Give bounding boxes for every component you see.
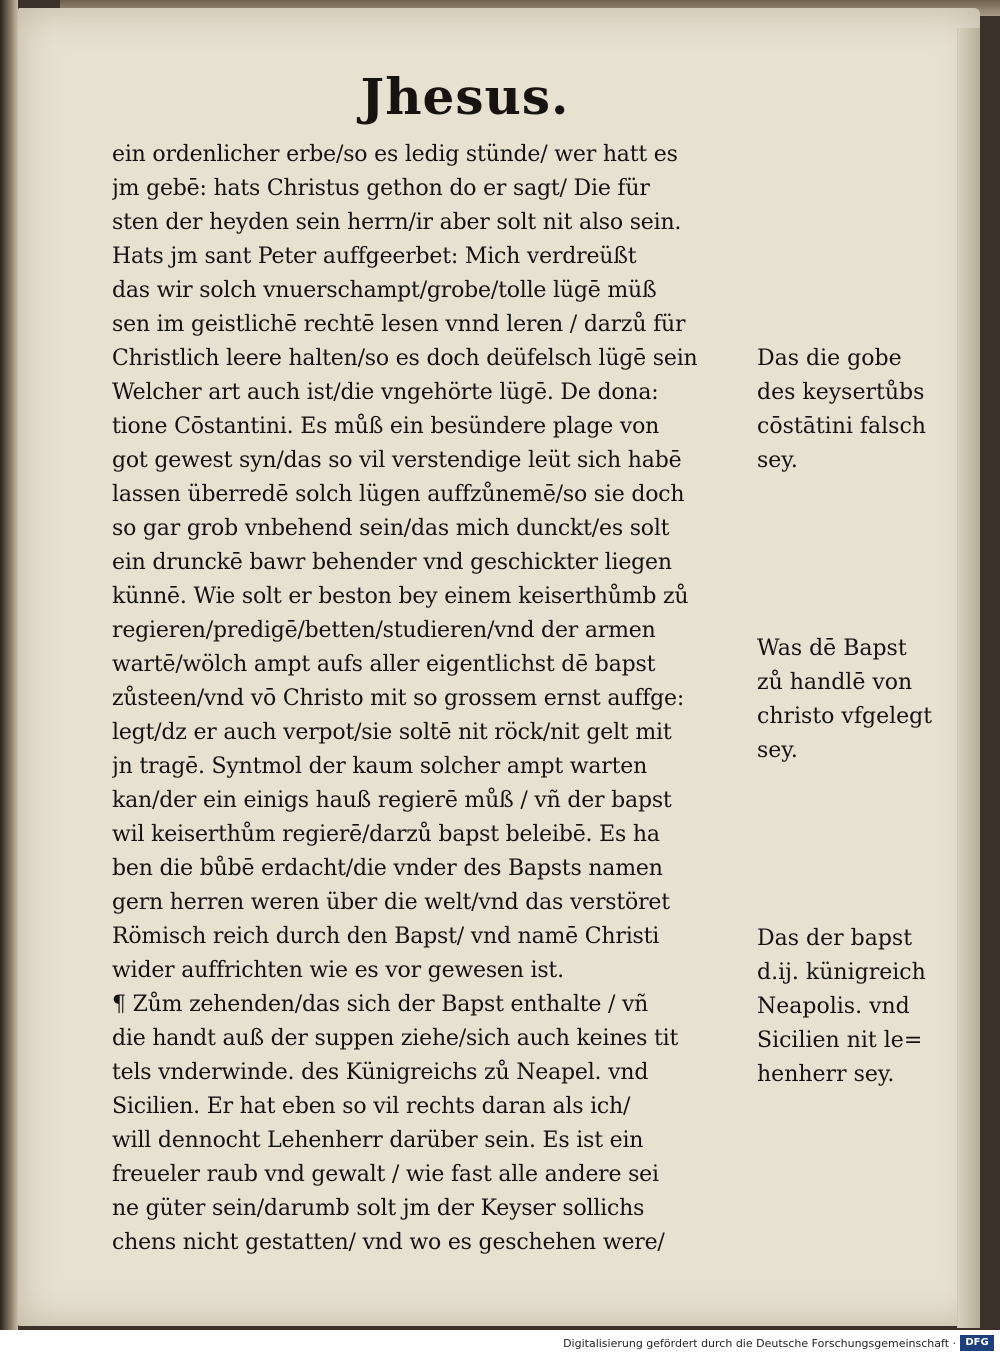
funding-credit: Digitalisierung gefördert durch die Deutsche Forschungsgemeinschaft · <box>563 1337 956 1350</box>
text-line: jn tragē. Syntmol der kaum solcher ampt warten <box>112 754 648 779</box>
running-head: Jhesus. <box>360 67 570 126</box>
margin-note-1 <box>757 342 942 478</box>
text-line: Welcher art auch ist/die vngehörte lügē. De dona: <box>112 380 659 405</box>
text-line: gern herren weren über die welt/vnd das verstöret <box>112 890 670 915</box>
margin-note-line: Neapolis. vnd <box>757 994 910 1019</box>
text-line: Hats jm sant Peter auffgeerbet: Mich verdreüßt <box>112 244 637 269</box>
text-line: zůsteen/vnd vō Christo mit so grossem ernst auffge: <box>112 686 685 711</box>
text-line: ein drunckē bawr behender vnd geschickter liegen <box>112 550 672 575</box>
text-line: die handt auß der suppen ziehe/sich auch keines tit <box>112 1026 679 1051</box>
text-line: das wir solch vnuerschampt/grobe/tolle lügē müß <box>112 278 657 303</box>
text-line: ein ordenlicher erbe/so es ledig stünde/ wer hatt es <box>112 142 678 167</box>
text-line: legt/dz er auch verpot/sie soltē nit röck/nit gelt mit <box>112 720 672 745</box>
text-line: wider auffrichten wie es vor gewesen ist. <box>112 958 564 983</box>
margin-note-line: d.ij. künigreich <box>757 960 926 985</box>
margin-note-line: Das die gobe <box>757 346 902 371</box>
text-line: lassen überredē solch lügen auffzůnemē/so sie doch <box>112 482 685 507</box>
text-line: wartē/wölch ampt aufs aller eigentlichst dē bapst <box>112 652 656 677</box>
text-line: Christlich leere halten/so es doch deüfelsch lügē sein <box>112 346 698 371</box>
text-line: freueler raub vnd gewalt / wie fast alle andere sei <box>112 1162 659 1187</box>
margin-note-2 <box>757 632 942 768</box>
text-line: sen im geistlichē rechtē lesen vnnd leren / darzů für <box>112 312 686 337</box>
text-line: ne güter sein/darumb solt jm der Keyser sollichs <box>112 1196 645 1221</box>
margin-note-line: Was dē Bapst <box>757 636 907 661</box>
text-line: sten der heyden sein herrn/ir aber solt nit also sein. <box>112 210 682 235</box>
dfg-logo: DFG <box>960 1335 994 1351</box>
margin-note-line: sey. <box>757 448 798 473</box>
text-line: so gar grob vnbehend sein/das mich dunckt/es solt <box>112 516 670 541</box>
text-line: ben die bůbē erdacht/die vnder des Bapsts namen <box>112 856 663 881</box>
text-line: got gewest syn/das so vil verstendige leüt sich habē <box>112 448 682 473</box>
margin-note-line: cōstātini falsch <box>757 414 926 439</box>
binding-left-edge <box>0 0 18 1330</box>
margin-note-line: zů handlē von <box>757 670 913 695</box>
margin-note-line: christo vfgelegt <box>757 704 933 729</box>
text-line: kan/der ein einigs hauß regierē můß / vñ der bapst <box>112 788 672 813</box>
page-fore-edge <box>957 28 980 1328</box>
text-line: Römisch reich durch den Bapst/ vnd namē Christi <box>112 924 660 949</box>
text-line: chens nicht gestatten/ vnd wo es geschehen were/ <box>112 1230 665 1255</box>
margin-note-line: sey. <box>757 738 798 763</box>
main-text-block <box>112 138 752 1260</box>
margin-note-line: henherr sey. <box>757 1062 895 1087</box>
margin-note-line: Das der bapst <box>757 926 913 951</box>
margin-note-line: des keysertůbs <box>757 380 925 405</box>
text-line: will dennocht Lehenherr darüber sein. Es ist ein <box>112 1128 644 1153</box>
text-line: künnē. Wie solt er beston bey einem keiserthůmb zů <box>112 584 689 609</box>
text-line: tels vnderwinde. des Künigreichs zů Neapel. vnd <box>112 1060 649 1085</box>
text-line: ¶ Zům zehenden/das sich der Bapst enthalte / vñ <box>112 992 649 1017</box>
margin-note-3 <box>757 922 942 1092</box>
text-line: tione Cōstantini. Es můß ein besündere plage von <box>112 414 660 439</box>
text-line: wil keiserthům regierē/darzů bapst beleibē. Es ha <box>112 822 660 847</box>
text-line: jm gebē: hats Christus gethon do er sagt/ Die für <box>112 176 650 201</box>
text-line: Sicilien. Er hat eben so vil rechts daran als ich/ <box>112 1094 631 1119</box>
text-line: regieren/predigē/betten/studieren/vnd der armen <box>112 618 656 643</box>
margin-note-line: Sicilien nit le= <box>757 1028 923 1053</box>
